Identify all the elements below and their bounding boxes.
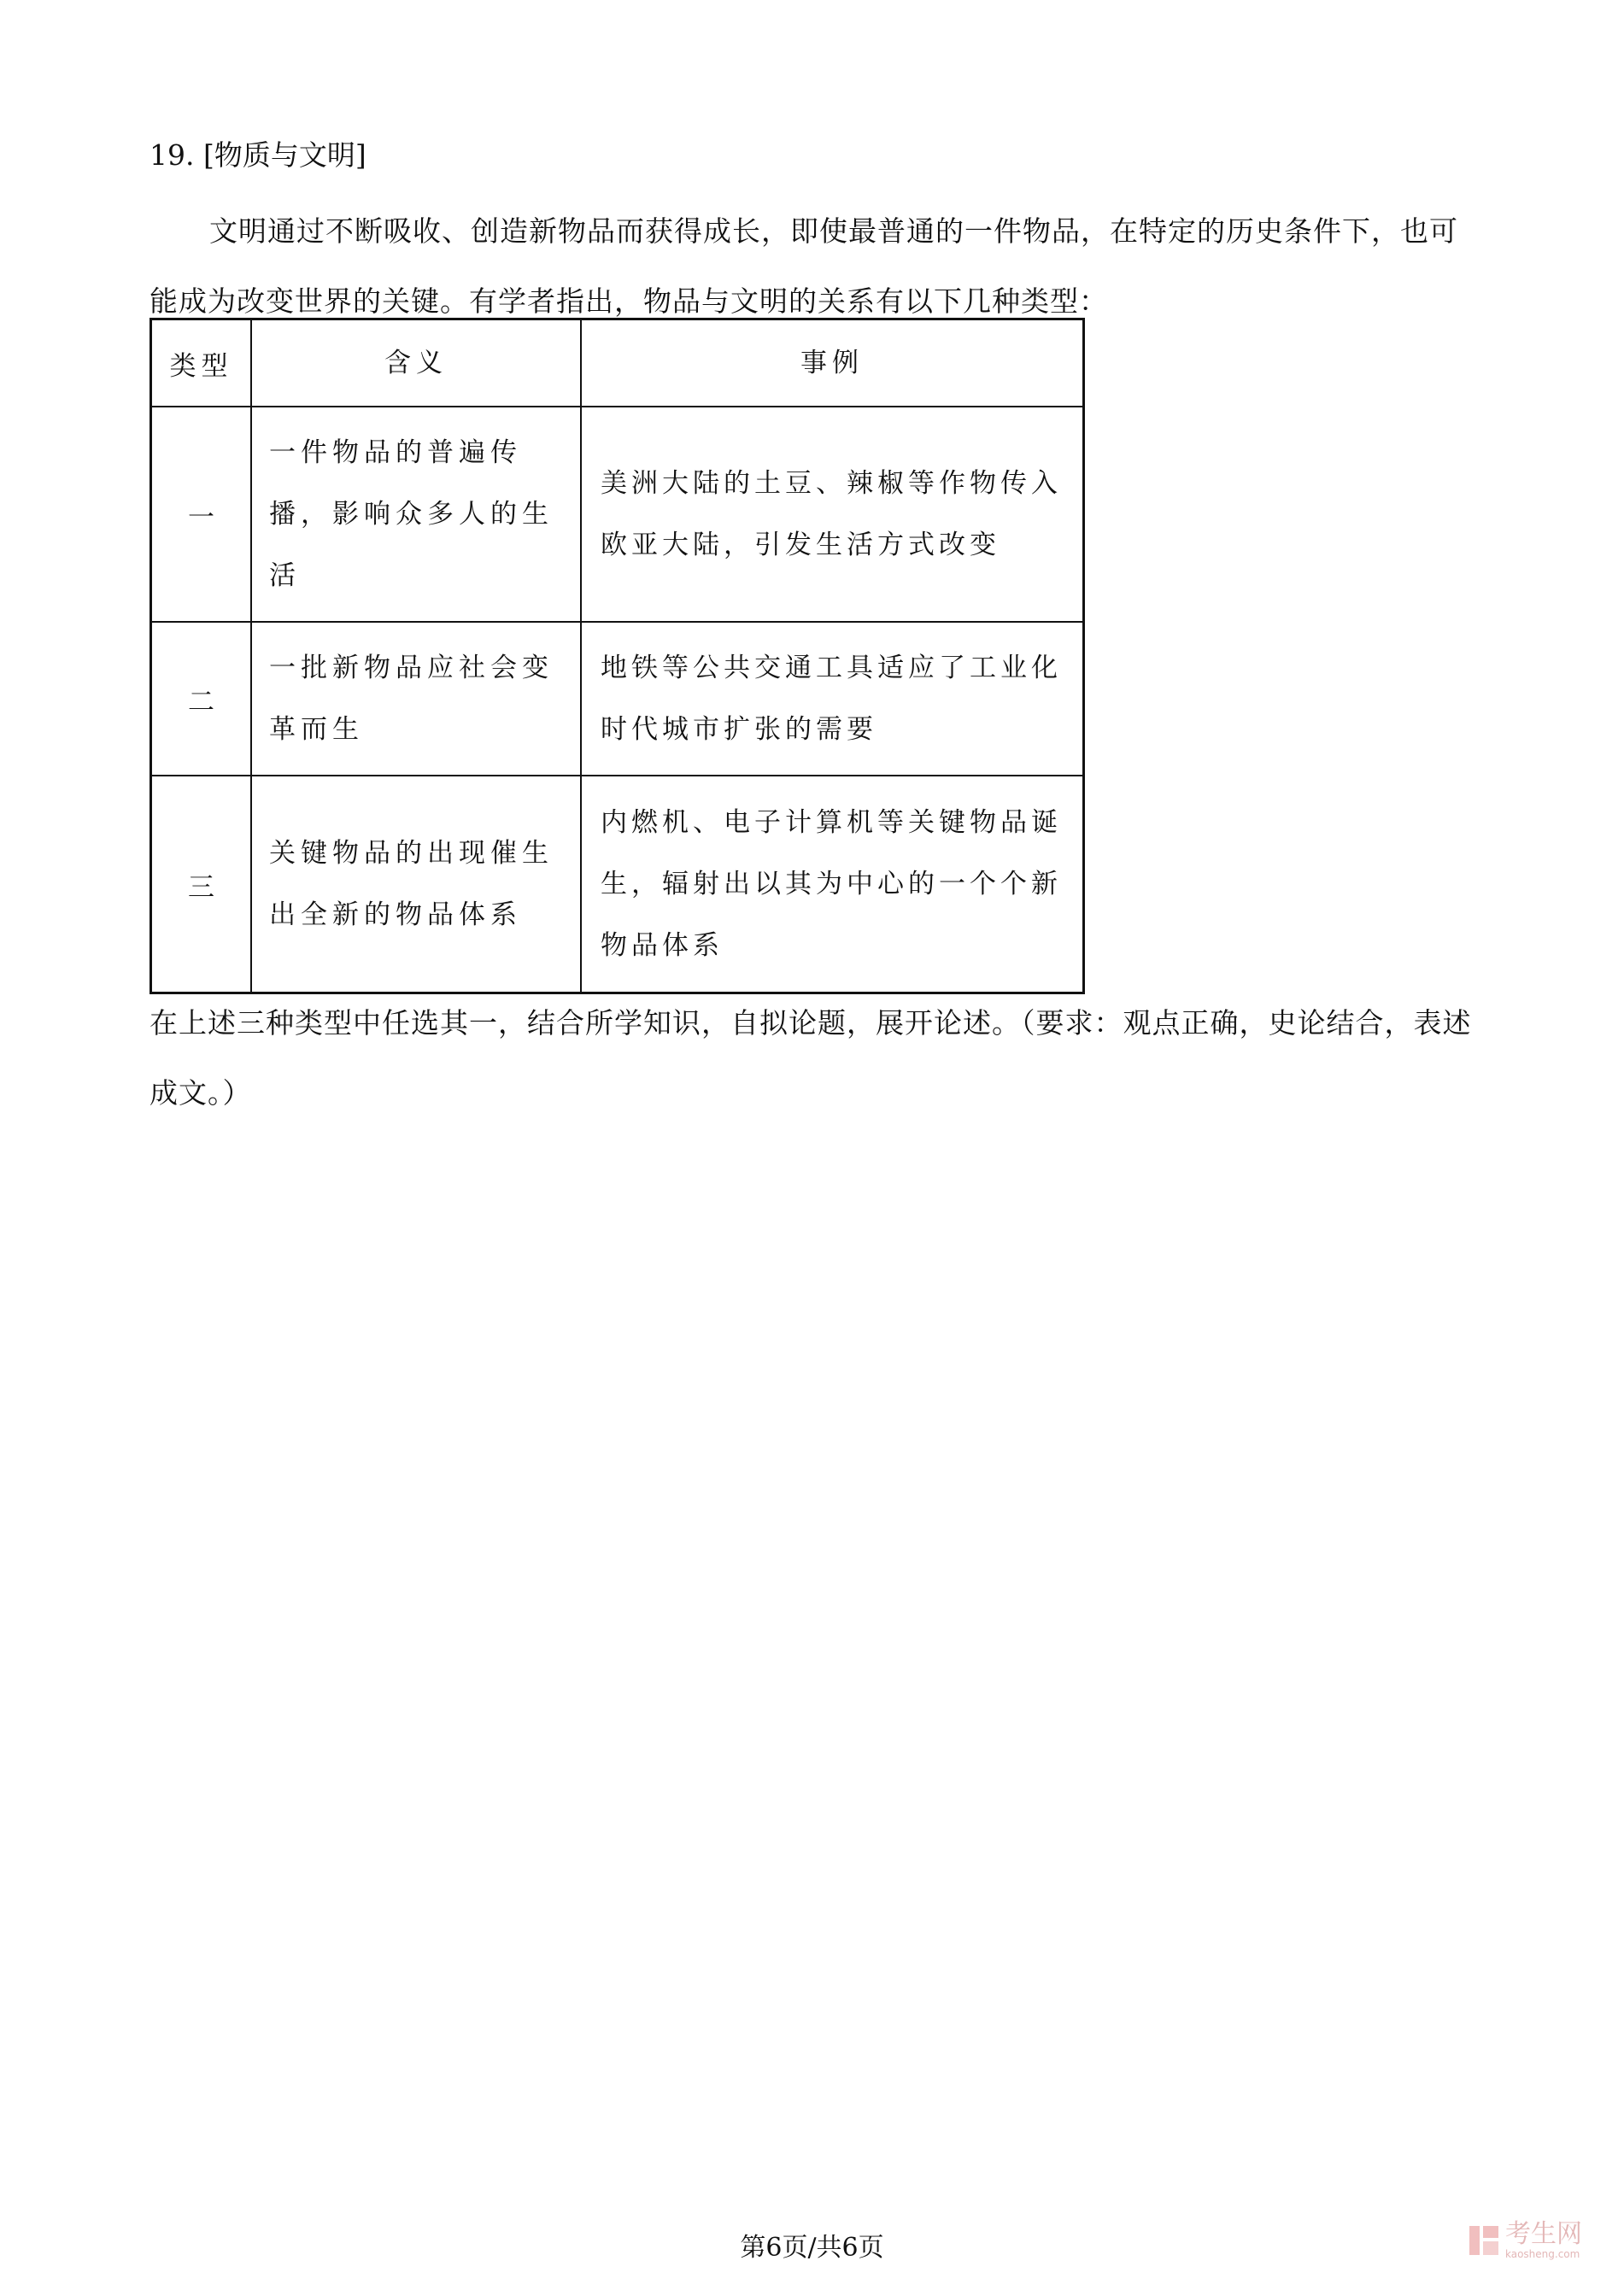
header-example: 事例 xyxy=(581,319,1084,407)
watermark-url: kaosheng.com xyxy=(1505,2248,1580,2260)
kaosheng-logo-icon xyxy=(1469,2226,1498,2255)
meaning-cell: 一批新物品应社会变革而生 xyxy=(251,622,581,776)
meaning-cell: 一件物品的普遍传播，影响众多人的生活 xyxy=(251,407,581,622)
question-task: 在上述三种类型中任选其一，结合所学知识，自拟论题，展开论述。（要求：观点正确，史论结合，表述成文。） xyxy=(150,1006,1472,1110)
type-cell: 二 xyxy=(151,622,252,776)
table-row xyxy=(151,622,1084,776)
question-intro: 文明通过不断吸收、创造新物品而获得成长，即使最普通的一件物品，在特定的历史条件下，也可能成为改变世界的关键。有学者指出，物品与文明的关系有以下几种类型： xyxy=(150,214,1458,318)
table-row xyxy=(151,407,1084,622)
watermark xyxy=(1469,2221,1582,2260)
question-heading: 19. [物质与文明] xyxy=(150,138,366,172)
example-cell: 地铁等公共交通工具适应了工业化时代城市扩张的需要 xyxy=(581,622,1084,776)
type-cell: 三 xyxy=(151,776,252,993)
example-cell: 美洲大陆的土豆、辣椒等作物传入欧亚大陆，引发生活方式改变 xyxy=(581,407,1084,622)
table-header-row xyxy=(151,319,1084,407)
watermark-name: 考生网 xyxy=(1505,2219,1582,2249)
meaning-cell: 关键物品的出现催生出全新的物品体系 xyxy=(251,776,581,993)
header-meaning: 含义 xyxy=(251,319,581,407)
header-type: 类型 xyxy=(151,319,252,407)
watermark-text xyxy=(1505,2221,1582,2260)
page-number: 第6页/共6页 xyxy=(740,2233,884,2263)
example-cell: 内燃机、电子计算机等关键物品诞生，辐射出以其为中心的一个个新物品体系 xyxy=(581,776,1084,993)
table-row xyxy=(151,776,1084,993)
object-civilization-table xyxy=(150,318,1085,994)
type-cell: 一 xyxy=(151,407,252,622)
